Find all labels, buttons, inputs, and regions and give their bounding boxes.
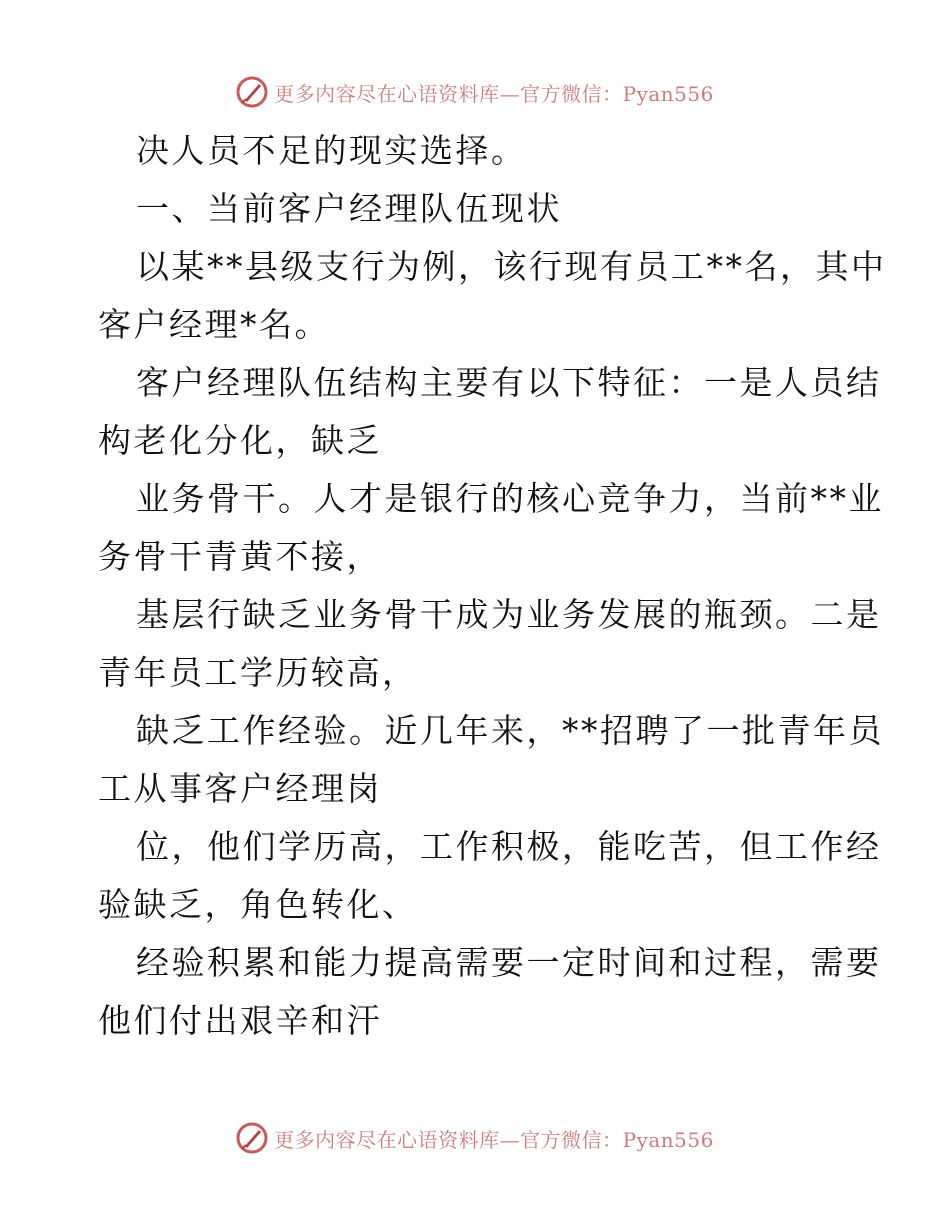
text-line: 经验积累和能力提高需要一定时间和过程，需要 [136, 943, 882, 982]
paragraph [98, 122, 858, 180]
text-line: 构老化分化，缺乏 [98, 421, 382, 460]
text-line: 基层行缺乏业务骨干成为业务发展的瓶颈。二是 [136, 595, 882, 634]
text-line: 客户经理队伍结构主要有以下特征：一是人员结 [136, 363, 882, 402]
quill-logo-icon [236, 1122, 268, 1154]
watermark-text: 更多内容尽在心语资料库—官方微信：Pyan556 [274, 81, 714, 106]
text-line: 工从事客户经理岗 [98, 769, 382, 808]
quill-logo-icon [236, 76, 268, 108]
text-line: 位，他们学历高，工作积极，能吃苦，但工作经 [136, 827, 882, 866]
text-line: 青年员工学历较高， [98, 653, 418, 692]
paragraph [98, 934, 882, 1050]
watermark-text: 更多内容尽在心语资料库—官方微信：Pyan556 [274, 1127, 714, 1152]
paragraph [98, 586, 882, 702]
text-line: 以某**县级支行为例，该行现有员工**名，其中 [136, 247, 887, 286]
text-line: 一、当前客户经理队伍现状 [136, 189, 562, 228]
text-line: 验缺乏，角色转化、 [98, 885, 418, 924]
section-heading [98, 180, 858, 238]
text-line: 缺乏工作经验。近几年来，**招聘了一批青年员 [136, 711, 884, 750]
text-line: 他们付出艰辛和汗 [98, 1001, 382, 1040]
header-watermark [0, 72, 950, 112]
text-line: 务骨干青黄不接， [98, 537, 382, 576]
text-line: 客户经理*名。 [98, 305, 330, 344]
paragraph [98, 702, 884, 818]
paragraph [98, 354, 882, 470]
paragraph [98, 818, 882, 934]
text-line: 决人员不足的现实选择。 [136, 131, 527, 170]
document-body [98, 122, 887, 1050]
paragraph [98, 238, 887, 354]
text-line: 业务骨干。人才是银行的核心竞争力，当前**业 [136, 479, 884, 518]
paragraph [98, 470, 884, 586]
footer-watermark [0, 1118, 950, 1158]
